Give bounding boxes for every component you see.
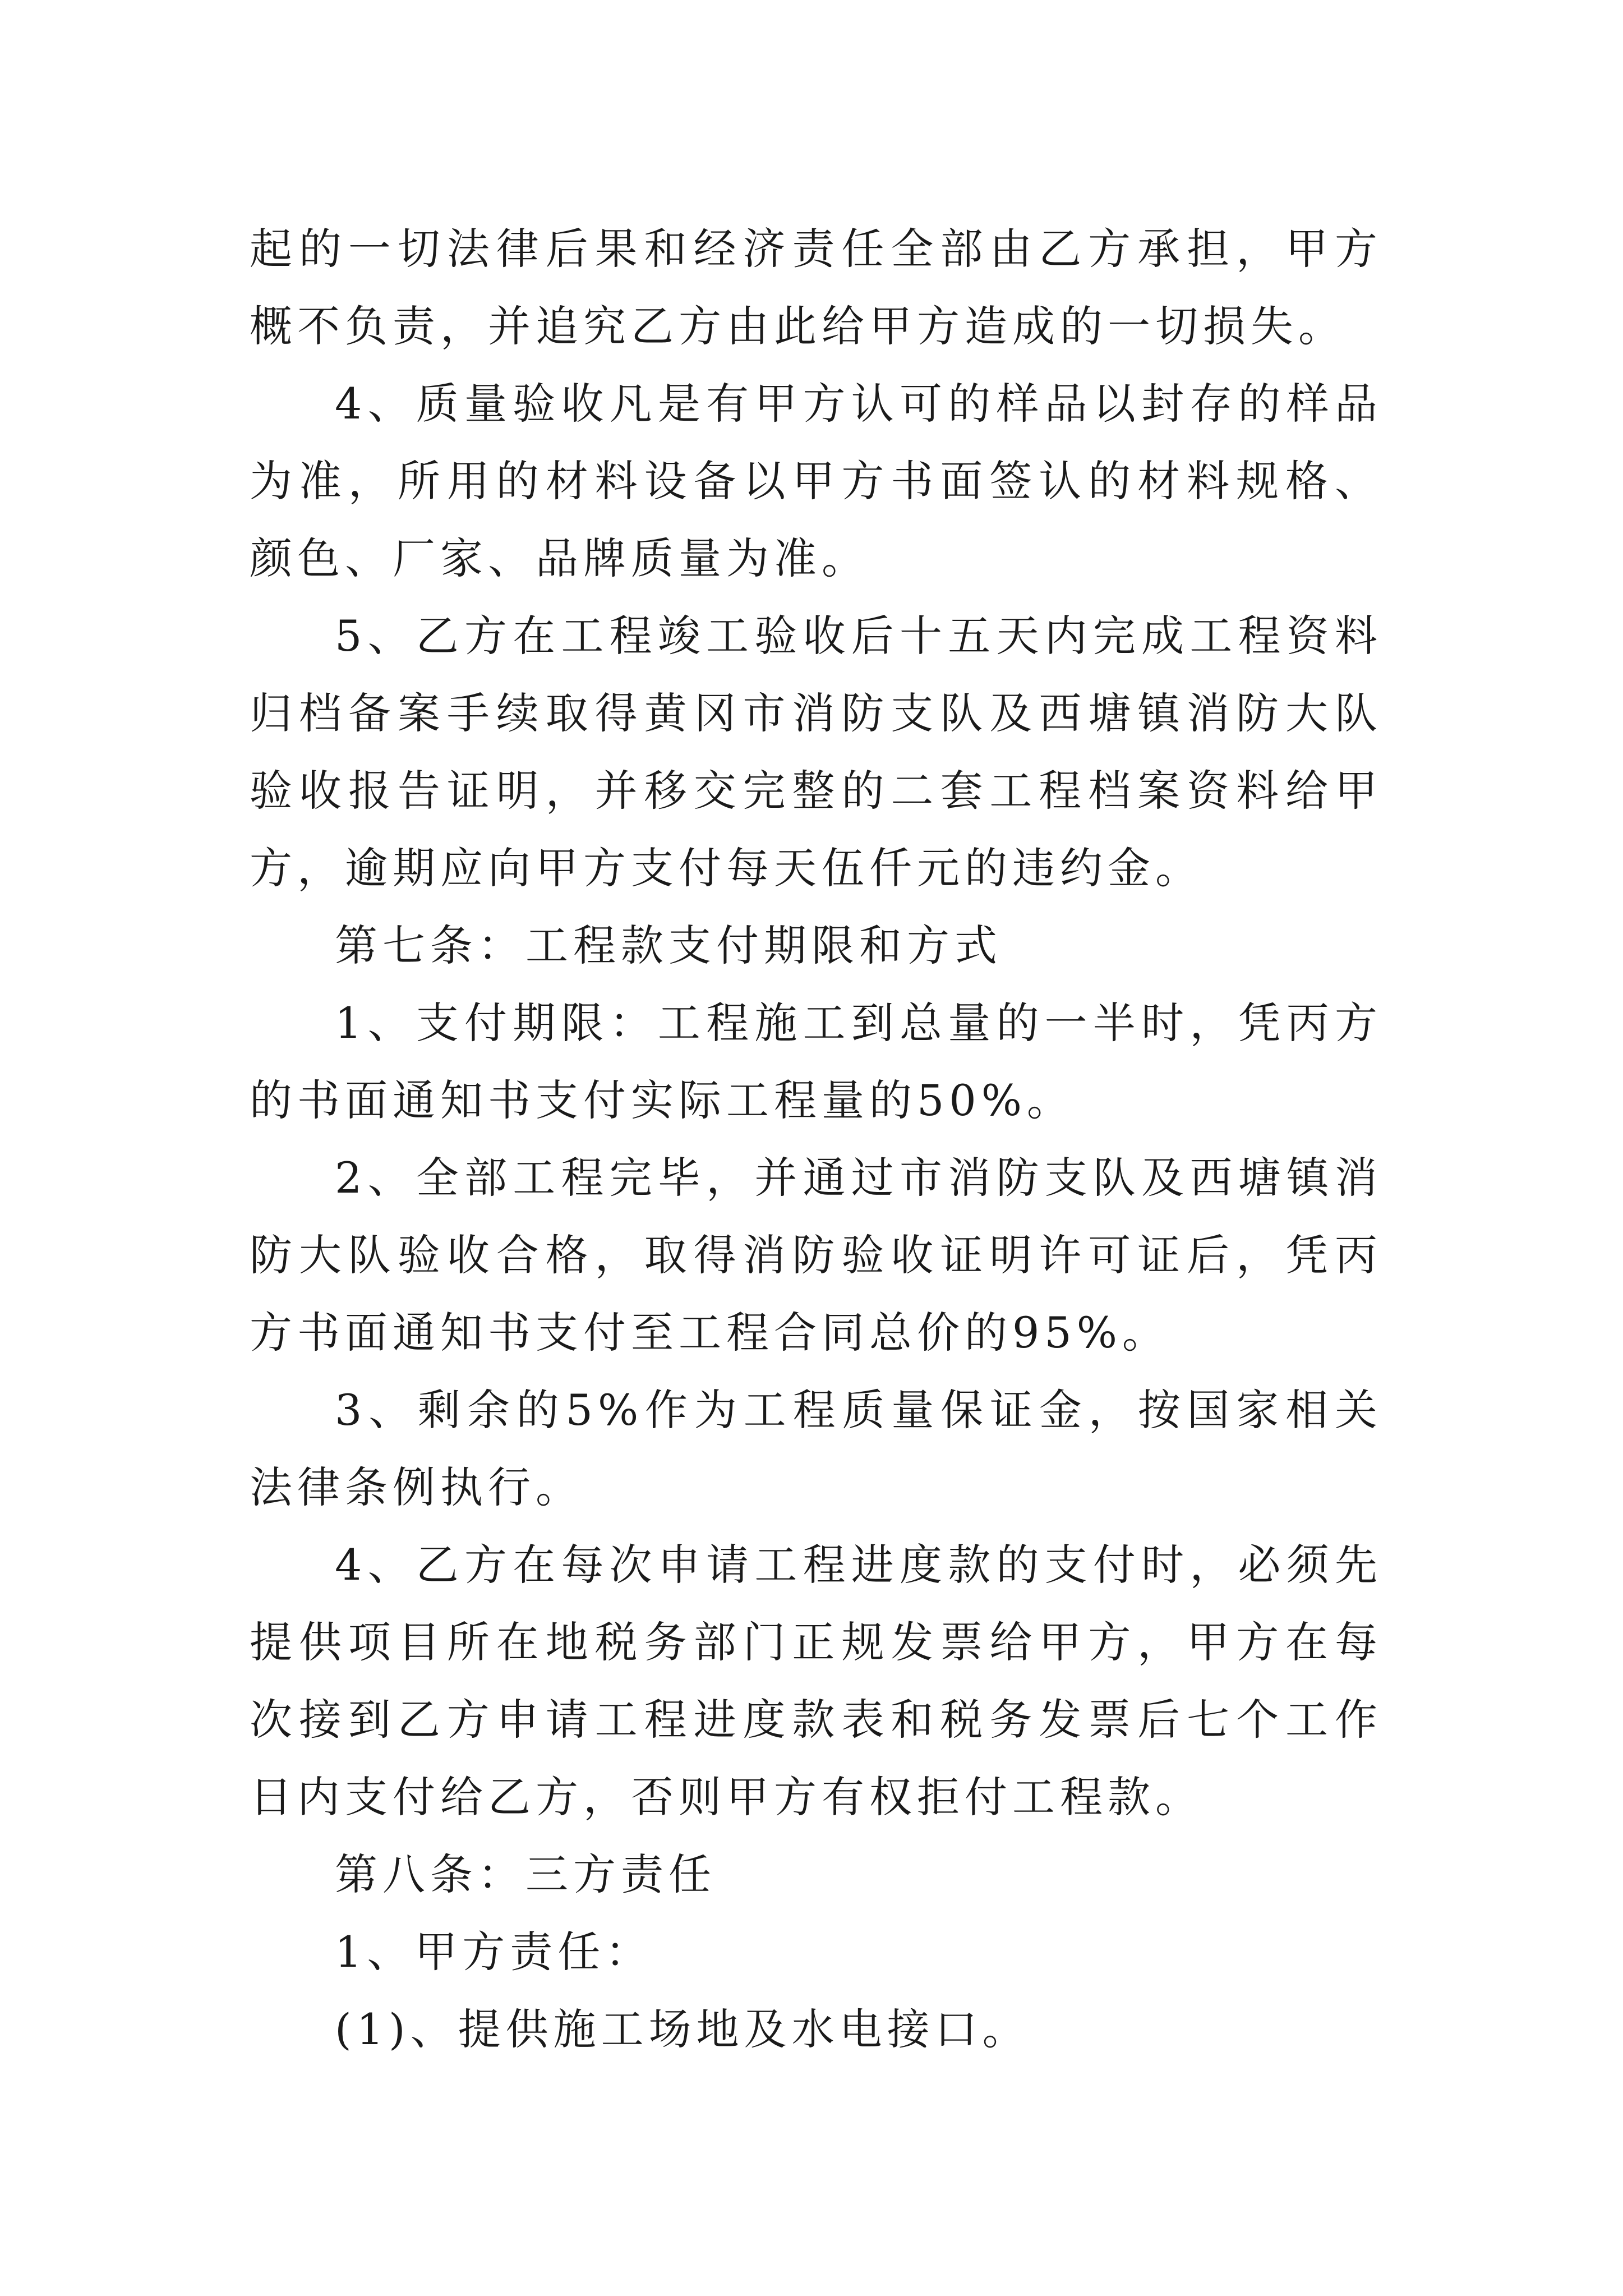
paragraph: 5、乙方在工程竣工验收后十五天内完成工程资料归档备案手续取得黄冈市消防支队及西塘镇消防大队验收报告证明，并移交完整的二套工程档案资料给甲方，逾期应向甲方支付每天伍仟元的违约金。 — [250, 611, 1382, 893]
paragraph: (1)、提供施工场地及水电接口。 — [335, 2004, 1030, 2054]
section-heading: 第七条：工程款支付期限和方式 — [335, 921, 1002, 970]
paragraph: 2、全部工程完毕，并通过市消防支队及西塘镇消防大队验收合格，取得消防验收证明许可证后，凭丙方书面通知书支付至工程合同总价的95%。 — [250, 1153, 1382, 1358]
paragraph: 起的一切法律后果和经济责任全部由乙方承担，甲方概不负责，并追究乙方由此给甲方造成的一切损失。 — [250, 224, 1382, 351]
paragraph: 4、质量验收凡是有甲方认可的样品以封存的样品为准，所用的材料设备以甲方书面签认的材料规格、颜色、厂家、品牌质量为准。 — [250, 379, 1382, 583]
section-heading: 第八条：三方责任 — [335, 1849, 716, 1899]
paragraph: 3、剩余的5%作为工程质量保证金，按国家相关法律条例执行。 — [250, 1385, 1382, 1512]
document-body — [250, 210, 1382, 2068]
paragraph: 1、支付期限：工程施工到总量的一半时，凭丙方的书面通知书支付实际工程量的50%。 — [250, 998, 1382, 1125]
paragraph: 4、乙方在每次申请工程进度款的支付时，必须先提供项目所在地税务部门正规发票给甲方，甲方在每次接到乙方申请工程进度款表和税务发票后七个工作日内支付给乙方，否则甲方有权拒付工程款。 — [250, 1540, 1382, 1822]
paragraph: 1、甲方责任： — [335, 1927, 653, 1977]
